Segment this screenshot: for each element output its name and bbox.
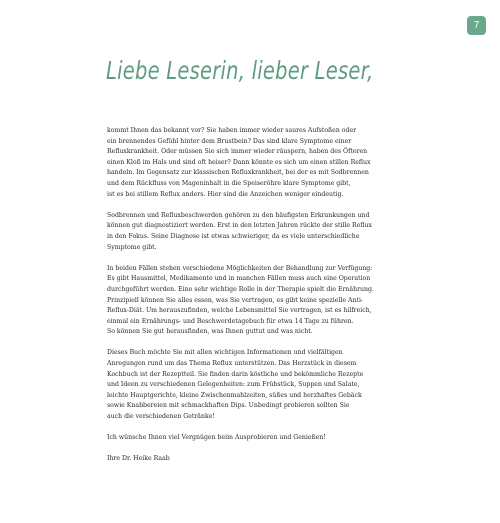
paragraph <box>107 211 379 253</box>
text-line: Refluxkrankheit. Oder müssen Sie sich immer wieder räuspern, haben des Öfteren <box>107 148 368 156</box>
text-line: ein brennendes Gefühl hinter dem Brustbein? Das sind klare Symptome einer <box>107 137 352 145</box>
text-line: So können Sie gut herausfinden, was Ihnen guttut und was nicht. <box>107 328 313 336</box>
page-heading: Liebe Leserin, lieber Leser, <box>106 56 374 85</box>
text-line: Ihre Dr. Heike Raab <box>107 455 170 463</box>
text-line: Prinzipiell können Sie alles essen, was Sie vertragen, es gibt keine spezielle Anti- <box>107 296 364 304</box>
signature <box>107 454 379 465</box>
page-number-badge: 7 <box>467 16 486 35</box>
text-line: Sodbrennen und Refluxbeschwerden gehören zu den häufigsten Erkrankungen und <box>107 211 370 219</box>
text-line: auch die verschiedenen Getränke! <box>107 413 215 421</box>
text-line: können gut diagnostiziert werden. Erst in den letzten Jahren rückte der stille Reflux <box>107 222 372 230</box>
paragraph <box>107 348 379 422</box>
text-line: In beiden Fällen stehen verschiedene Möglichkeiten der Behandlung zur Verfügung: <box>107 264 373 272</box>
text-line: sowie Knabbereien mit schmackhaften Dips. Unbedingt probieren sollten Sie <box>107 402 350 410</box>
paragraph <box>107 264 379 338</box>
text-line: in den Fokus. Seine Diagnose ist etwas schwieriger, da es viele unterschiedliche <box>107 232 360 240</box>
text-line: Kochbuch ist der Rezeptteil. Sie finden darin köstliche und bekömmliche Rezepte <box>107 370 364 378</box>
text-line: kommt Ihnen das bekannt vor? Sie haben immer wieder saures Aufstoßen oder <box>107 127 357 134</box>
letter-body <box>107 126 379 476</box>
text-line: Reflux-Diät. Um herauszufinden, welche Lebensmittel Sie vertragen, ist es hilfreich, <box>107 307 372 315</box>
text-line: Es gibt Hausmittel, Medikamente und in manchen Fällen muss auch eine Operation <box>107 275 371 283</box>
text-line: Dieses Buch möchte Sie mit allen wichtigen Informationen und vielfältigen <box>107 349 343 357</box>
text-line: Anregungen rund um das Thema Reflux unterstützen. Das Herzstück in diesem <box>107 360 357 368</box>
text-line: Symptome gibt. <box>107 243 157 251</box>
paragraph <box>107 433 379 444</box>
text-line: ist es bei stillem Reflux anders. Hier sind die Anzeichen weniger eindeutig. <box>107 190 344 198</box>
text-line: und dem Rückfluss von Mageninhalt in die Speiseröhre klare Symptome gibt, <box>107 179 351 187</box>
text-line: leichte Hauptgerichte, kleine Zwischenmahlzeiten, süßes und herzhaftes Gebäck <box>107 391 362 399</box>
text-line: handeln. Im Gegensatz zur klassischen Refluxkrankheit, bei der es mit Sodbrennen <box>107 169 369 177</box>
paragraph <box>107 126 379 200</box>
text-line: durchgeführt werden. Eine sehr wichtige Rolle in der Therapie spielt die Ernährung. <box>107 285 374 293</box>
text-line: einmal ein Ernährungs- und Beschwerdetagebuch für etwa 14 Tage zu führen. <box>107 317 354 325</box>
text-line: Ich wünsche Ihnen viel Vergnügen beim Ausprobieren und Genießen! <box>107 434 326 442</box>
text-line: einen Kloß im Hals und sind oft heiser? Dann könnte es sich um einen stillen Reflux <box>107 158 371 166</box>
text-line: und Ideen zu verschiedenen Gelegenheiten: zum Frühstück, Suppen und Salate, <box>107 381 360 389</box>
